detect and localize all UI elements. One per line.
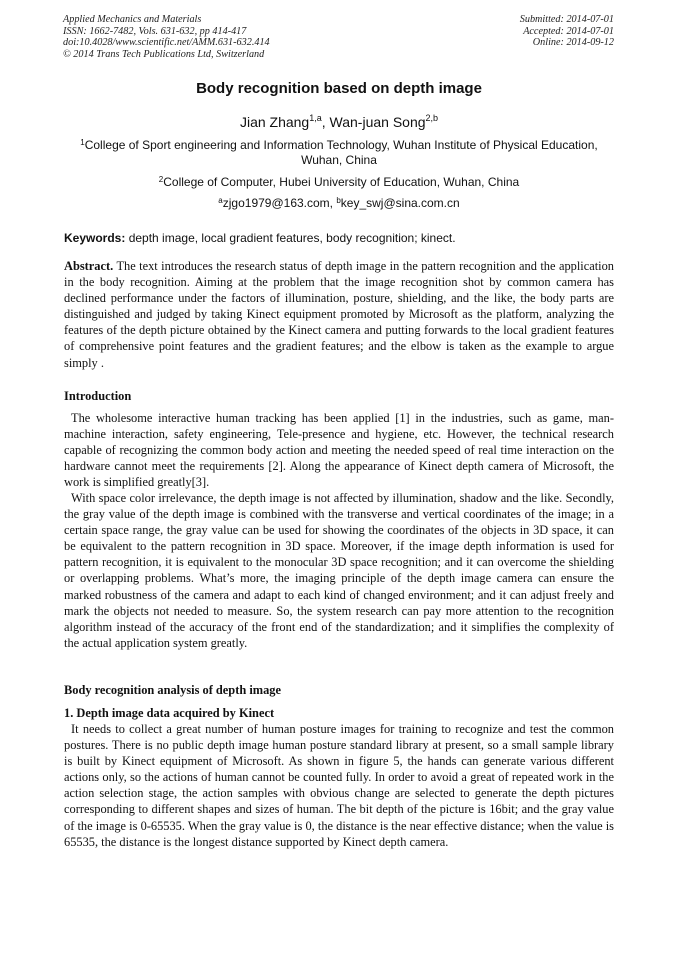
author-name: Jian Zhang — [239, 114, 310, 130]
author-line — [0, 114, 678, 130]
intro-paragraph-2: With space color irrelevance, the depth image is not affected by illumination, shadow and the like. Secondly, the gray value of the depth image is combined with the transverse and vertical coordinates of the image; in a certain space range, the gray value can be used for showing the coordinates of the objects in 3D space, it can be equivalent to the pattern recognition in 3D space. Moreover, if the image depth information is used for pattern recognition, it is equivalent to the monocular 3D space recognition; and it can overcome the shielding or overlapping problems. What’s more, the imaging principle of the depth image camera can ensure the marked robustness of the camera and adapt to each kind of changed environment; and it can adjust freely and mark the objects not needed to measure. So, the system research can pay more attention to the recognition algorithm instead of the accuracy of the front end of the standardization; and it simplifies the complexity of the actual application system greatly. — [64, 491, 614, 650]
affil-text: College of Sport engineering and Information Technology, Wuhan Institute of Physical Education, Wuhan, China — [84, 138, 598, 167]
journal-name: Applied Mechanics and Materials — [63, 14, 202, 25]
issn-line: ISSN: 1662-7482, Vols. 631-632, pp 414-417 — [63, 25, 247, 37]
section2-paragraph-1: It needs to collect a great number of human posture images for training to recognize and test the common postures. There is no public depth image human posture standard library at present, so a small sample library is built by Kinect equipment of Microsoft. As shown in figure 5, the hands can generate various different actions only, so the actions of human cannot be counted fully. In order to avoid a great of repeated work in the action selection stage, the action samples with obvious change are selected to generate the depth pictures corresponding to different shapes and sizes of human. The bit depth of the picture is 16bit; and the gray value of the image is 0-65535. When the gray value is 0, the distance is the near effective distance; when the value is 65535, the distance is the longest distance supported by Kinect depth camera. — [64, 722, 614, 849]
author-affil-mark: 1,a — [309, 113, 322, 123]
affil-mark: 1 — [80, 138, 85, 147]
email-address: key_swj@sina.com.cn — [340, 196, 460, 210]
author-name: Wan-juan Song — [329, 114, 426, 130]
keywords-text: depth image, local gradient features, body recognition; kinect. — [125, 231, 456, 245]
affil-text: College of Computer, Hubei University of Education, Wuhan, China — [163, 175, 520, 189]
email-mark: b — [336, 196, 341, 205]
affiliation-2 — [64, 175, 614, 190]
author-affil-mark: 2,b — [425, 113, 439, 123]
intro-paragraph-1: The wholesome interactive human tracking has been applied [1] in the industries, such as game, man-machine interaction, safety engineering, Tele-presence and hygiene, etc. However, the technical research capable of recognizing the common body action and meeting the needed speed of real time interaction on the hardware cannot meet the requirements [2]. Along the appearance of Kinect depth camera of Microsoft, the work is simplified greatly[3]. — [64, 411, 614, 490]
journal-info — [63, 14, 270, 60]
author-separator: , — [321, 114, 330, 130]
affiliation-1 — [64, 138, 614, 168]
section-heading-introduction: Introduction — [64, 389, 132, 403]
keywords — [64, 231, 614, 245]
copyright-line: © 2014 Trans Tech Publications Ltd, Switzerland — [63, 48, 265, 60]
email-mark: a — [218, 196, 223, 205]
online-date: Online: 2014-09-12 — [532, 37, 614, 49]
keywords-label: Keywords: — [64, 231, 126, 245]
accepted-date: Accepted: 2014-07-01 — [523, 25, 614, 37]
abstract — [64, 258, 614, 371]
submission-dates — [520, 14, 614, 49]
email-address: zjgo1979@163.com, — [222, 196, 337, 210]
paper-title: Body recognition based on depth image — [196, 80, 482, 97]
section-heading-body-recognition: Body recognition analysis of depth image — [64, 683, 281, 697]
abstract-text: The text introduces the research status of depth image in the pattern recognition and the application in the body recognition. Aiming at the problem that the image recognition shot by common camera has declined performance under the factors of illumination, posture, shielding, and the like, the body parts are distinguished and judged by taking Kinect equipment promoted by Microsoft as the platform, analyzing the features of the depth picture obtained by the Kinect camera and putting forwards to the local gradient features of comprehensive point features and the gradient features; and the elbow is taken as the example to argue simply . — [64, 259, 614, 370]
email-line — [64, 196, 614, 211]
abstract-label: Abstract. — [64, 259, 114, 273]
affil-mark: 2 — [158, 175, 164, 184]
submitted-date: Submitted: 2014-07-01 — [519, 14, 614, 25]
doi-line: doi:10.4028/www.scientific.net/AMM.631-632.414 — [63, 37, 270, 49]
subsection-heading-depth-image-data: 1. Depth image data acquired by Kinect — [64, 706, 275, 720]
